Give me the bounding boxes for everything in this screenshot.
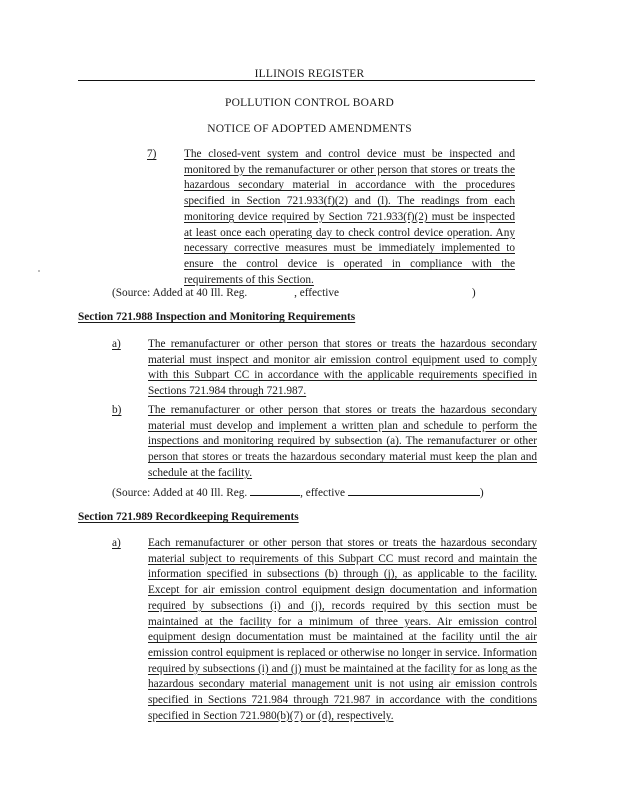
scan-speck xyxy=(38,270,40,272)
source-1-middle: , effective xyxy=(294,287,340,299)
source-2-suffix: ) xyxy=(479,487,484,499)
section-988-heading: Section 721.988 Inspection and Monitoring Requirements xyxy=(78,311,356,323)
section-988-item-b-text: The remanufacturer or other person that stores or treats the hazardous secondary material must develop and implement a written plan and schedule to perform the inspections and monitoring required by subsection (a). The remanufacturer or other person that stores or treats the hazardous secondary material must keep the plan and schedule at the facility. xyxy=(148,404,537,479)
source-2-middle: , effective xyxy=(300,487,346,499)
section-988-item-b-label: b) xyxy=(112,404,122,416)
source-note-1 xyxy=(112,284,476,302)
notice-title: NOTICE OF ADOPTED AMENDMENTS xyxy=(207,123,412,135)
section-988-item-a-label: a) xyxy=(112,338,121,350)
source-1-suffix: ) xyxy=(471,287,476,299)
source-2-date-blank xyxy=(348,484,480,496)
section-988-item-a-text: The remanufacturer or other person that stores or treats the hazardous secondary material must inspect and monitor air emission control equipment used to comply with this Subpart CC in accordance with the applicable requirements specified in Sections 721.984 through 721.987. xyxy=(148,338,537,398)
item-7-label: 7) xyxy=(147,148,157,160)
source-1-prefix: (Source: Added at 40 Ill. Reg. xyxy=(112,287,248,299)
source-2-volume-blank xyxy=(250,484,300,496)
source-1-volume-blank xyxy=(250,284,294,296)
section-989-item-a-label: a) xyxy=(112,537,121,549)
board-title: POLLUTION CONTROL BOARD xyxy=(224,97,394,109)
section-989-item-a-text: Each remanufacturer or other person that stores or treats the hazardous secondary material subject to requirements of this Subpart CC must record and maintain the information specified in subsections (b) through (j), as applicable to the facility. Except for air emission control equipment design documentation and information required by subsections (i) and (j), records required by this section must be maintained at the facility for a minimum of three years. Air emission control equipment design documentation must be maintained at the facility until the air emission control equipment is replaced or otherwise no longer in service. Information required by subsections (i) and (j) must be maintained at the facility for as long as the hazardous secondary material management unit is not using air emission controls specified in Sections 721.984 through 721.987 in accordance with the conditions specified in Section 721.980(b)(7) or (d), respectively. xyxy=(148,537,537,722)
source-note-2 xyxy=(112,484,484,502)
register-title: ILLINOIS REGISTER xyxy=(254,68,365,80)
header-rule xyxy=(78,80,535,81)
source-2-prefix: (Source: Added at 40 Ill. Reg. xyxy=(112,487,248,499)
source-1-date-blank xyxy=(342,284,472,296)
item-7-text: The closed-vent system and control device must be inspected and monitored by the remanufacturer or other person that stores or treats the hazardous secondary material in accordance with the procedures specified in Section 721.933(f)(2) and (l). The readings from each monitoring device required by Section 721.933(f)(2) must be inspected at least once each operating day to check control device operation. Any necessary corrective measures must be immediately implemented to ensure the control device is operated in compliance with the requirements of this Section. xyxy=(184,148,515,286)
section-989-heading: Section 721.989 Recordkeeping Requirements xyxy=(78,511,299,523)
